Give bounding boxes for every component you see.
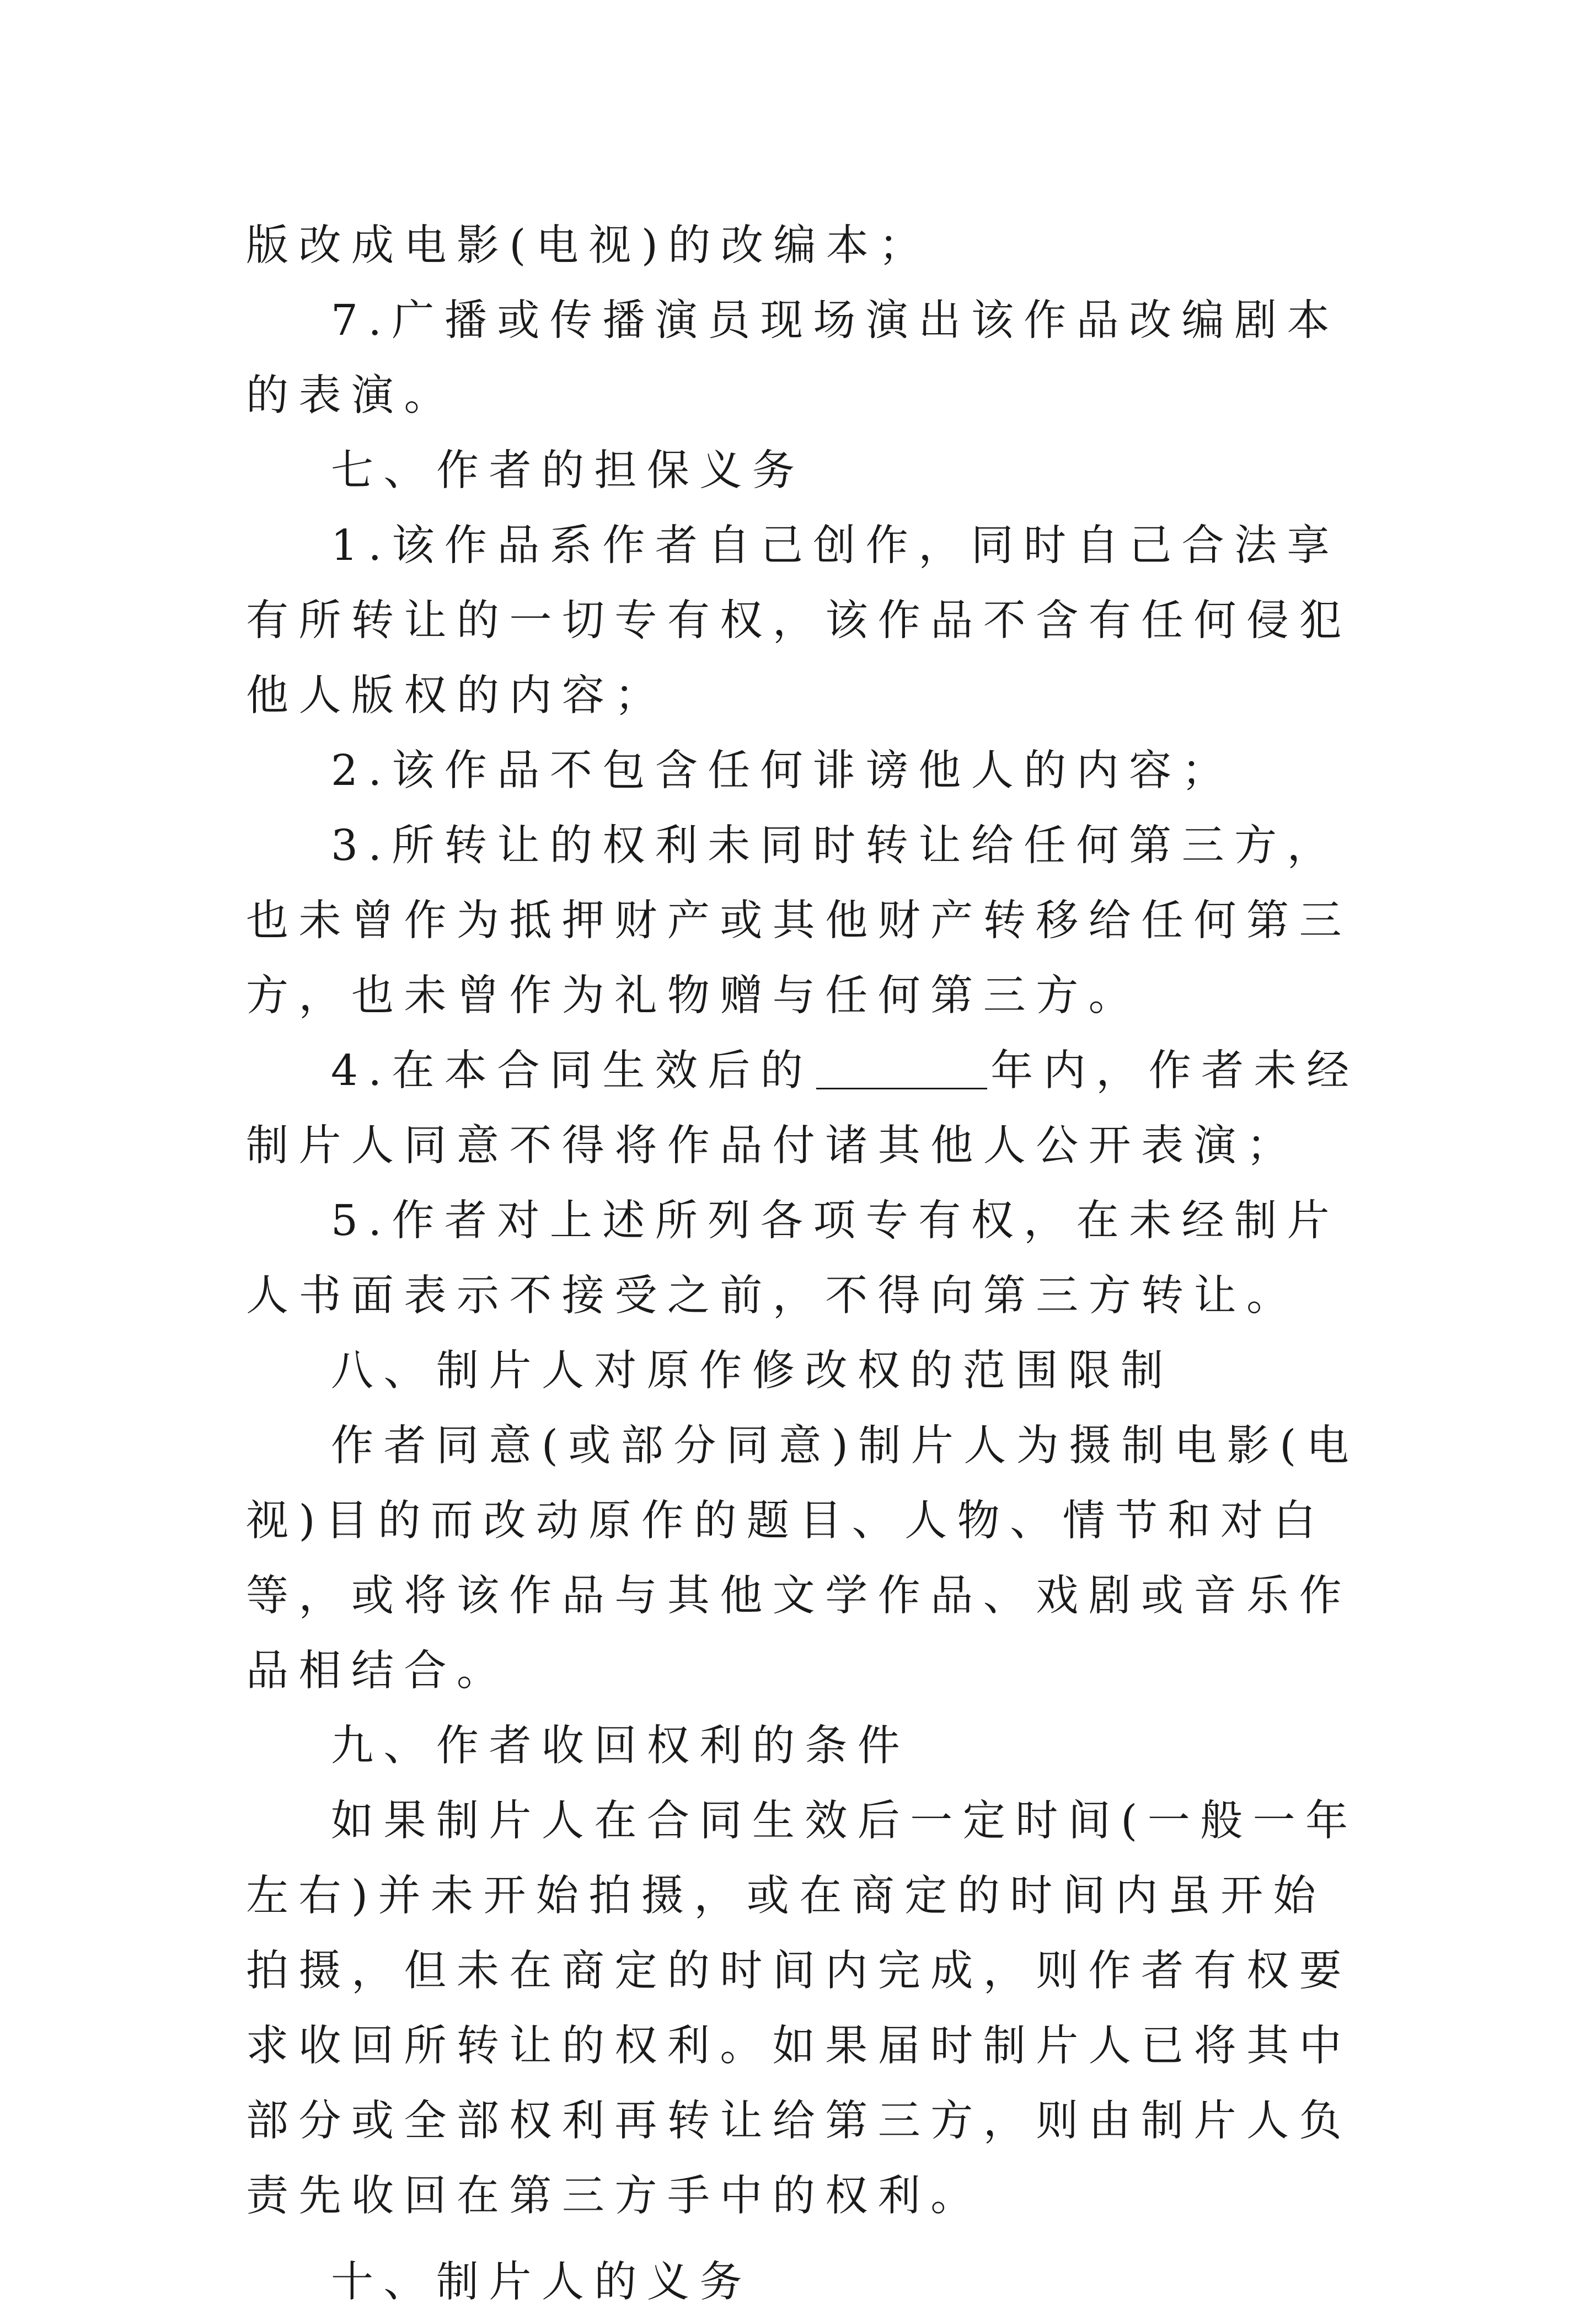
paragraph-warranty-4 bbox=[246, 1034, 1360, 1184]
warranty-4-text-before: 4.在本合同生效后的 bbox=[331, 1046, 813, 1095]
paragraph-modification-scope: 作者同意(或部分同意)制片人为摄制电影(电视)目的而改动原作的题目、人物、情节和对白等，或将该作品与其他文学作品、戏剧或音乐作品相结合。 bbox=[246, 1421, 1359, 1696]
section-heading-8-modification: 八、制片人对原作修改权的范围限制 bbox=[331, 1346, 1174, 1396]
paragraph-warranty-3: 3.所转让的权利未同时转让给任何第三方，也未曾作为抵押财产或其他财产转移给任何第三方，也未曾作为礼物赠与任何第三方。 bbox=[246, 821, 1352, 1020]
document-body bbox=[246, 209, 1360, 2320]
paragraph-warranty-1: 1.该作品系作者自己创作，同时自己合法享有所转让的一切专有权，该作品不含有任何侵犯他人版权的内容； bbox=[246, 521, 1352, 720]
paragraph-warranty-2: 2.该作品不包含任何诽谤他人的内容； bbox=[331, 746, 1235, 795]
paragraph-warranty-5: 5.作者对上述所列各项专有权，在未经制片人书面表示不接受之前，不得向第三方转让。 bbox=[246, 1196, 1340, 1321]
paragraph-revocation-conditions: 如果制片人在合同生效后一定时间(一般一年左右)并未开始拍摄，或在商定的时间内虽开始拍摄，但未在商定的时间内完成，则作者有权要求收回所转让的权利。如果届时制片人已将其中部分或全部权利再转让给第三方，则由制片人负责先收回在第三方手中的权利。 bbox=[246, 1797, 1358, 2221]
warranty-4-text-after: 年内，作者未经制片人同意不得将作品付诸其他人公开表演； bbox=[246, 1046, 1359, 1170]
paragraph-item-7-broadcast: 7.广播或传播演员现场演出该作品改编剧本的表演。 bbox=[246, 296, 1340, 420]
paragraph-adaptation-end: 版改成电影(电视)的改编本； bbox=[246, 221, 931, 270]
section-heading-7-warranty: 七、作者的担保义务 bbox=[331, 446, 805, 495]
fill-in-blank-years[interactable] bbox=[816, 1049, 987, 1089]
section-heading-9-revocation: 九、作者收回权利的条件 bbox=[331, 1722, 911, 1771]
section-heading-10-producer-duties: 十、制片人的义务 bbox=[331, 2258, 752, 2307]
paragraph-spacer bbox=[246, 2234, 1360, 2245]
